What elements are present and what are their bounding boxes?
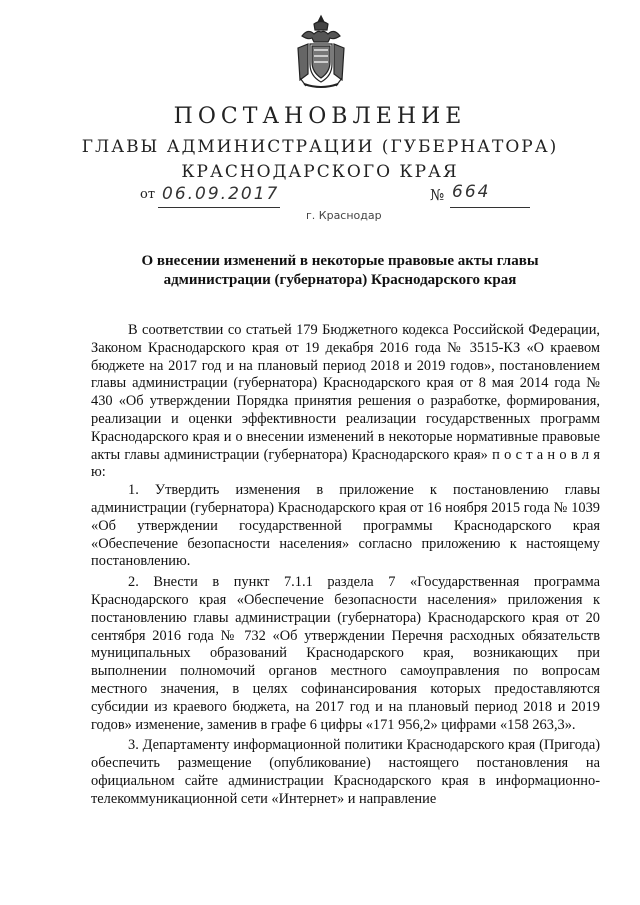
subject-line-2: администрации (губернатора) Краснодарского края (163, 272, 517, 288)
clause-1-paragraph: 1. Утвердить изменения в приложение к постановлению главы администрации (губернатора) Краснодарского края от 16 ноября 2015 года № 1039 «Об утверждении государственной программы Краснодарского края «Обеспечение безопасности населения» согласно приложению к настоящему постановлению. (91, 482, 600, 570)
document-type-title: ПОСТАНОВЛЕНИЕ (173, 104, 467, 129)
document-subject (80, 252, 600, 290)
issuer-line-2: КРАСНОДАРСКОГО КРАЯ (181, 162, 459, 182)
krasnodar-coat-of-arms-icon (294, 14, 348, 90)
issue-city: г. Краснодар (306, 209, 382, 222)
handwritten-number: 664 (452, 182, 491, 202)
subject-line-1: О внесении изменений в некоторые правовые акты главы (141, 253, 539, 269)
issuer-line-1: ГЛАВЫ АДМИНИСТРАЦИИ (ГУБЕРНАТОРА) (81, 137, 559, 157)
number-label: № (430, 186, 445, 204)
clause-2-paragraph: 2. Внести в пункт 7.1.1 раздела 7 «Государственная программа Краснодарского края «Обеспечение безопасности населения» приложения к постановлению главы администрации (губернатора) Краснодарского края от 20 сентября 2016 года № 732 «Об утверждении Перечня расходных обязательств муниципальных образований Краснодарского края, возникающих при выполнении полномочий органов местного самоуправления по вопросам местного значения, в целях софинансирования которых предоставляются субсидии из краевого бюджета, на 2017 год и на плановый период 2018 и 2019 годов» изменение, заменив в графе 6 цифры «171 956,2» цифрами «158 263,3». (91, 574, 600, 733)
clause-3-paragraph: 3. Департаменту информационной политики Краснодарского края (Пригода) обеспечить размещение (опубликование) настоящего постановления на официальном сайте администрации Краснодарского края в информационно-телекоммуникационной сети «Интернет» и направление (91, 737, 600, 807)
date-label: от (140, 187, 156, 202)
preamble-paragraph: В соответствии со статьей 179 Бюджетного кодекса Российской Федерации, Законом Краснодарского края от 19 декабря 2016 года № 3515-КЗ «О краевом бюджете на 2017 год и на плановый период 2018 и 2019 годов», постановлением главы администрации (губернатора) Краснодарского края от 8 мая 2014 года № 430 «Об утверждении Порядка принятия решения о разработке, формирования, реализации и оценки эффективности реализации государственных программ Краснодарского края и о внесении изменений в некоторые нормативные правовые акты главы администрации (губернатора) Краснодарского края» п о с т а н о в л я ю: (91, 322, 600, 481)
document-body (91, 322, 600, 809)
number-underline (450, 207, 530, 208)
handwritten-date: 06.09.2017 (162, 184, 280, 204)
date-underline (158, 207, 280, 208)
